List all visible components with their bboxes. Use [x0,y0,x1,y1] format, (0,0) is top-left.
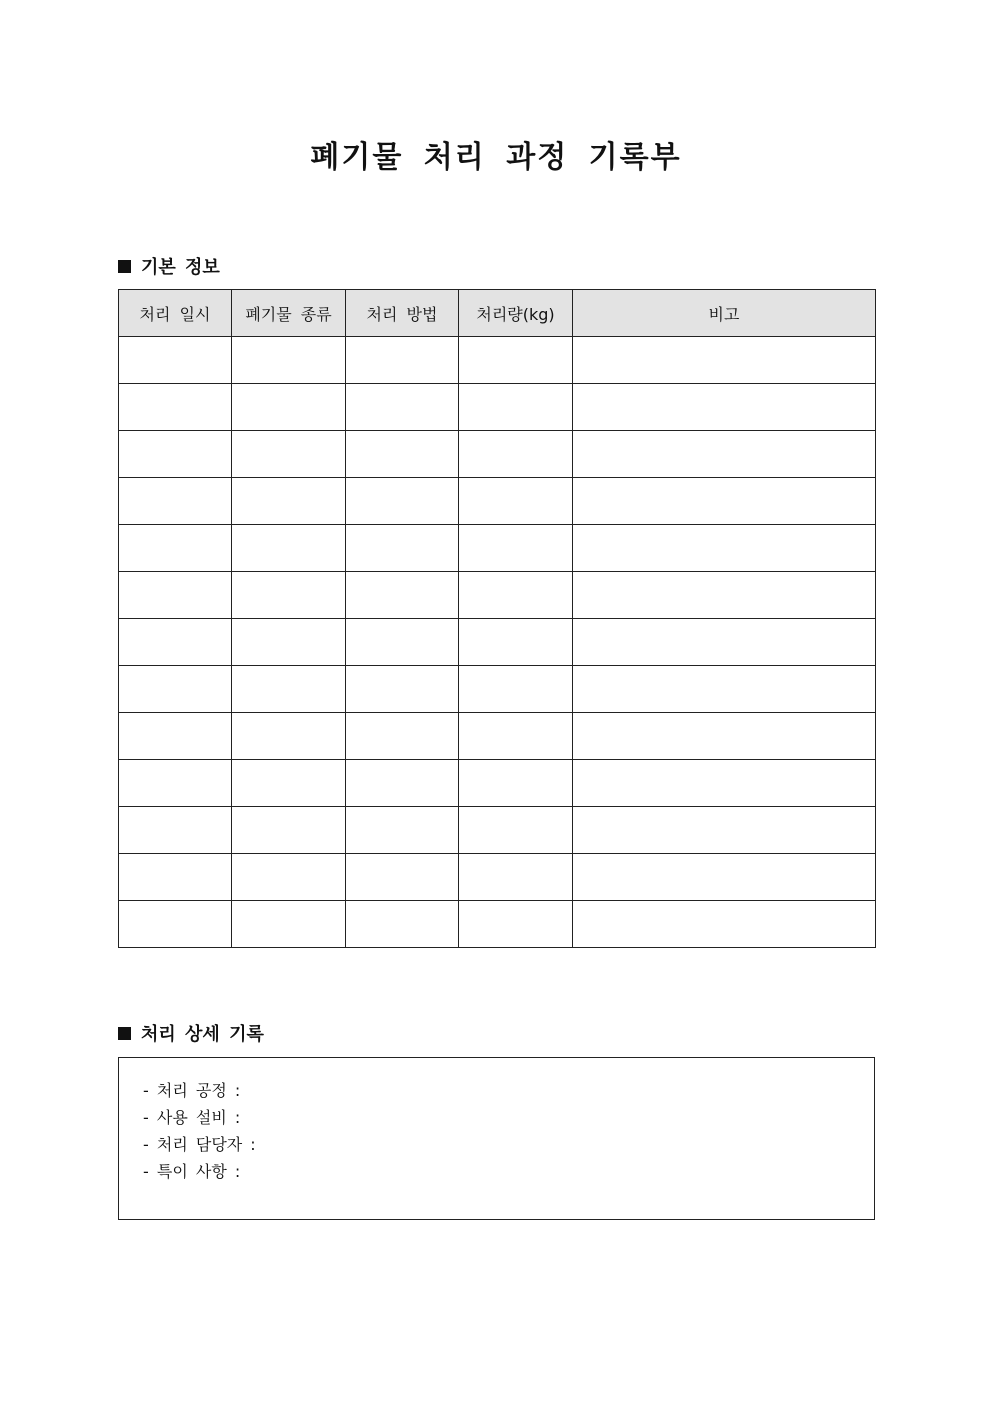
cell-processing-method[interactable] [346,901,459,948]
cell-processing-amount[interactable] [459,666,573,713]
cell-processing-datetime[interactable] [119,431,232,478]
table-row [119,525,876,572]
table-row [119,478,876,525]
cell-processing-method[interactable] [346,666,459,713]
cell-processing-amount[interactable] [459,619,573,666]
cell-processing-amount[interactable] [459,901,573,948]
section-heading-detail-record [118,1020,264,1046]
cell-remarks[interactable] [573,807,876,854]
cell-processing-datetime[interactable] [119,525,232,572]
cell-waste-type[interactable] [232,478,346,525]
cell-remarks[interactable] [573,854,876,901]
cell-processing-method[interactable] [346,384,459,431]
cell-waste-type[interactable] [232,337,346,384]
cell-remarks[interactable] [573,384,876,431]
cell-processing-amount[interactable] [459,337,573,384]
cell-waste-type[interactable] [232,760,346,807]
cell-processing-amount[interactable] [459,525,573,572]
column-header-processing-method: 처리 방법 [346,290,459,337]
cell-processing-amount[interactable] [459,431,573,478]
cell-processing-amount[interactable] [459,478,573,525]
table-row [119,666,876,713]
cell-processing-amount[interactable] [459,760,573,807]
section-heading-basic-info [118,253,220,279]
detail-record-box [118,1057,875,1220]
cell-remarks[interactable] [573,525,876,572]
cell-processing-datetime[interactable] [119,337,232,384]
page-title: 폐기물 처리 과정 기록부 [310,140,682,175]
waste-processing-table [118,289,876,948]
cell-processing-datetime[interactable] [119,384,232,431]
cell-processing-method[interactable] [346,854,459,901]
section-heading-label: 기본 정보 [141,257,220,278]
section-heading-label: 처리 상세 기록 [141,1024,264,1045]
table-body [119,337,876,948]
column-header-waste-type: 폐기물 종류 [232,290,346,337]
cell-waste-type[interactable] [232,619,346,666]
cell-processing-datetime[interactable] [119,713,232,760]
cell-processing-datetime[interactable] [119,572,232,619]
cell-processing-method[interactable] [346,572,459,619]
table-row [119,901,876,948]
cell-remarks[interactable] [573,713,876,760]
cell-waste-type[interactable] [232,713,346,760]
table-header-row [119,290,876,337]
table-row [119,572,876,619]
cell-processing-method[interactable] [346,619,459,666]
detail-item-special-notes: - 특이 사항 : [143,1162,241,1181]
cell-processing-datetime[interactable] [119,854,232,901]
detail-record-list [119,1058,874,1185]
cell-remarks[interactable] [573,760,876,807]
cell-processing-datetime[interactable] [119,666,232,713]
cell-processing-amount[interactable] [459,713,573,760]
table-row [119,384,876,431]
cell-processing-method[interactable] [346,525,459,572]
cell-remarks[interactable] [573,666,876,713]
cell-waste-type[interactable] [232,901,346,948]
cell-processing-amount[interactable] [459,572,573,619]
detail-item-person-in-charge: - 처리 담당자 : [143,1135,256,1154]
cell-waste-type[interactable] [232,431,346,478]
cell-processing-datetime[interactable] [119,807,232,854]
table-row [119,807,876,854]
cell-processing-method[interactable] [346,478,459,525]
cell-waste-type[interactable] [232,384,346,431]
column-header-processing-datetime: 처리 일시 [119,290,232,337]
square-bullet-icon [118,1027,131,1040]
cell-processing-datetime[interactable] [119,760,232,807]
cell-processing-amount[interactable] [459,807,573,854]
table-row [119,431,876,478]
cell-waste-type[interactable] [232,807,346,854]
cell-processing-amount[interactable] [459,854,573,901]
square-bullet-icon [118,260,131,273]
cell-processing-method[interactable] [346,337,459,384]
cell-processing-datetime[interactable] [119,901,232,948]
cell-remarks[interactable] [573,478,876,525]
cell-remarks[interactable] [573,431,876,478]
detail-item-process: - 처리 공정 : [143,1081,241,1100]
cell-processing-datetime[interactable] [119,478,232,525]
cell-waste-type[interactable] [232,525,346,572]
cell-processing-method[interactable] [346,431,459,478]
cell-waste-type[interactable] [232,572,346,619]
table-row [119,760,876,807]
cell-processing-method[interactable] [346,713,459,760]
cell-remarks[interactable] [573,619,876,666]
cell-remarks[interactable] [573,337,876,384]
table-row [119,337,876,384]
table-row [119,619,876,666]
cell-processing-datetime[interactable] [119,619,232,666]
detail-item-equipment: - 사용 설비 : [143,1108,241,1127]
table-row [119,713,876,760]
cell-processing-method[interactable] [346,807,459,854]
table-row [119,854,876,901]
cell-remarks[interactable] [573,901,876,948]
cell-processing-method[interactable] [346,760,459,807]
cell-remarks[interactable] [573,572,876,619]
cell-processing-amount[interactable] [459,384,573,431]
cell-waste-type[interactable] [232,666,346,713]
column-header-remarks: 비고 [573,290,876,337]
column-header-processing-amount: 처리량(kg) [459,290,573,337]
cell-waste-type[interactable] [232,854,346,901]
